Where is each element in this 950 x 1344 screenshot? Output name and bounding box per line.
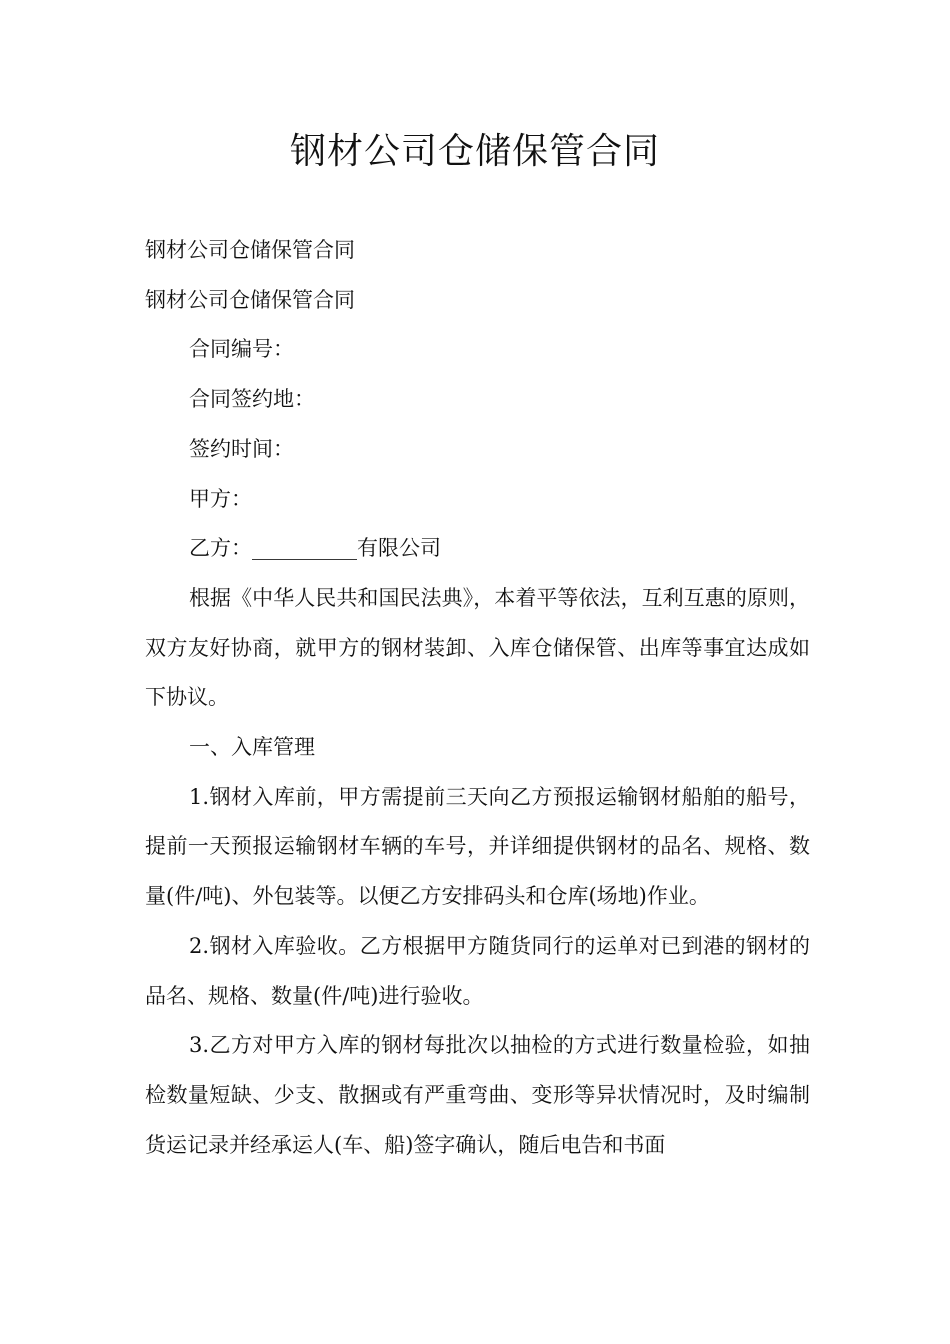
signing-place-field: 合同签约地： <box>189 387 315 412</box>
clause-3-paragraph: 3.乙方对甲方入库的钢材每批次以抽检的方式进行数量检验，如抽检数量短缺、少支、散捆或有严重弯曲、变形等异状情况时，及时编制货运记录并经承运人(车、船)签字确认，随后电告和书面 <box>145 1033 810 1157</box>
contract-number-field: 合同编号： <box>189 337 294 362</box>
party-a-field: 甲方： <box>189 486 252 511</box>
subtitle-line-1: 钢材公司仓储保管合同 <box>145 238 355 262</box>
document-title: 钢材公司仓储保管合同 <box>289 131 660 172</box>
section-heading-inbound: 一、入库管理 <box>189 735 315 760</box>
clause-2-paragraph: 2.钢材入库验收。乙方根据甲方随货同行的运单对已到港的钢材的品名、规格、数量(件/吨)进行验收。 <box>145 933 810 1008</box>
document-body <box>145 226 810 1170</box>
subtitle-line-2: 钢材公司仓储保管合同 <box>145 287 355 312</box>
signing-time-field: 签约时间： <box>189 436 294 461</box>
party-b-field: 乙方：__________有限公司 <box>189 536 441 561</box>
clause-1-paragraph: 1.钢材入库前，甲方需提前三天向乙方预报运输钢材船舶的船号，提前一天预报运输钢材车辆的车号，并详细提供钢材的品名、规格、数量(件/吨)、外包装等。以便乙方安排码头和仓库(场地)作业。 <box>145 784 810 909</box>
preamble-paragraph: 根据《中华人民共和国民法典》，本着平等依法，互利互惠的原则，双方友好协商，就甲方的钢材装卸、入库仓储保管、出库等事宜达成如下协议。 <box>145 585 810 710</box>
